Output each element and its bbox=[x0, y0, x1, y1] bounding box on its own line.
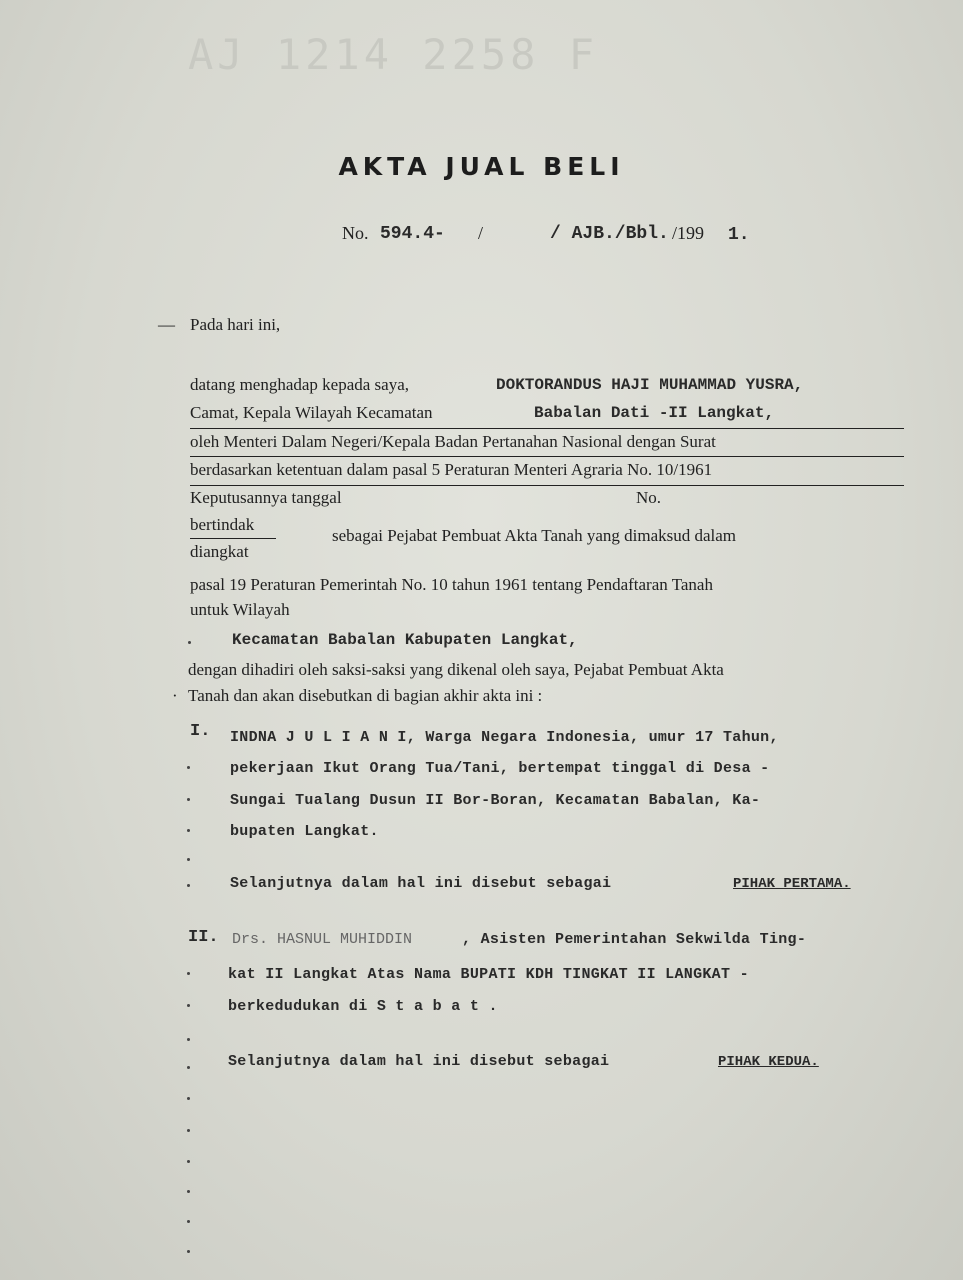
margin-dot bbox=[187, 766, 190, 769]
appear-text: datang menghadap kepada saya, bbox=[190, 375, 410, 394]
rule-2 bbox=[190, 456, 904, 457]
party2-line-2: kat II Langkat Atas Nama BUPATI KDH TINGKAT II LANGKAT - bbox=[228, 966, 749, 983]
witness-line-2: Tanah dan akan disebutkan di bagian akhir akta ini : bbox=[188, 686, 543, 705]
party1-line-2: pekerjaan Ikut Orang Tua/Tani, bertempat tinggal di Desa - bbox=[230, 760, 770, 777]
decision-date-label: Keputusannya tanggal bbox=[190, 488, 342, 507]
intro-text: Pada hari ini, bbox=[190, 315, 281, 334]
number-slash: / bbox=[478, 223, 484, 243]
appointed-label: diangkat bbox=[190, 542, 249, 561]
margin-dot bbox=[187, 1066, 190, 1069]
margin-dot bbox=[188, 641, 191, 644]
margin-dot bbox=[187, 1004, 190, 1007]
acting-label: bertindak bbox=[190, 515, 255, 534]
region-label: untuk Wilayah bbox=[190, 600, 290, 619]
number-year-prefix: /199 bbox=[672, 223, 705, 243]
margin-dot bbox=[187, 798, 190, 801]
document-title: AKTA JUAL BELI bbox=[338, 152, 625, 181]
party1-role: PIHAK PERTAMA. bbox=[733, 876, 851, 892]
perforated-serial: AJ 1214 2258 F bbox=[188, 30, 599, 79]
party1-line-3: Sungai Tualang Dusun II Bor-Boran, Kecamatan Babalan, Ka- bbox=[230, 792, 761, 809]
witness-line: dengan dihadiri oleh saksi-saksi yang dikenal oleh saya, Pejabat Pembuat Akta bbox=[188, 660, 724, 679]
margin-dot bbox=[187, 858, 190, 861]
party2-role: PIHAK KEDUA. bbox=[718, 1054, 819, 1070]
rule-4 bbox=[190, 538, 276, 539]
margin-dot bbox=[187, 1220, 190, 1223]
party2-numeral: II. bbox=[188, 928, 219, 947]
margin-dot bbox=[187, 1097, 190, 1100]
rule-3 bbox=[190, 485, 904, 486]
party1-line-4: bupaten Langkat. bbox=[230, 823, 379, 840]
party1-line-5: Selanjutnya dalam hal ini disebut sebagai bbox=[230, 875, 612, 892]
margin-dot bbox=[187, 829, 190, 832]
margin-dot bbox=[187, 1038, 190, 1041]
official-name: DOKTORANDUS HAJI MUHAMMAD YUSRA, bbox=[496, 376, 804, 394]
rule-1 bbox=[190, 428, 904, 429]
party2-line-3: berkedudukan di S t a b a t . bbox=[228, 998, 498, 1015]
margin-dot bbox=[187, 1129, 190, 1132]
region-typed: Kecamatan Babalan Kabupaten Langkat, bbox=[232, 631, 578, 649]
party1-numeral: I. bbox=[190, 722, 211, 741]
margin-mark: · bbox=[172, 686, 178, 705]
margin-dot bbox=[187, 1250, 190, 1253]
party1-line-1: INDNA J U L I A N I, Warga Negara Indonesia, umur 17 Tahun, bbox=[230, 729, 779, 746]
number-suffix: / AJB./Bbl. bbox=[550, 224, 669, 244]
regulation-line: pasal 19 Peraturan Pemerintah No. 10 tahun 1961 tentang Pendaftaran Tanah bbox=[190, 575, 713, 594]
decision-no-label: No. bbox=[636, 488, 662, 507]
number-year-suffix: 1. bbox=[728, 225, 750, 245]
margin-dot bbox=[187, 1160, 190, 1163]
margin-dot bbox=[187, 884, 190, 887]
party2-line-4: Selanjutnya dalam hal ini disebut sebagai bbox=[228, 1053, 610, 1070]
party2-name: Drs. HASNUL MUHIDDIN bbox=[232, 931, 413, 948]
appointment-line: oleh Menteri Dalam Negeri/Kepala Badan Pertanahan Nasional dengan Surat bbox=[190, 432, 716, 451]
kecamatan-typed: Babalan Dati -II Langkat, bbox=[534, 404, 775, 422]
number-prefix: No. bbox=[342, 223, 369, 243]
intro-dash: — bbox=[158, 315, 175, 334]
camat-text: Camat, Kepala Wilayah Kecamatan bbox=[190, 403, 433, 422]
legal-basis-line: berdasarkan ketentuan dalam pasal 5 Peraturan Menteri Agraria No. 10/1961 bbox=[190, 460, 713, 479]
margin-dot bbox=[187, 972, 190, 975]
acting-text: sebagai Pejabat Pembuat Akta Tanah yang dimaksud dalam bbox=[332, 526, 737, 545]
margin-dot bbox=[187, 1190, 190, 1193]
party2-line-1: , Asisten Pemerintahan Sekwilda Ting- bbox=[462, 931, 807, 948]
number-code: 594.4- bbox=[380, 224, 445, 244]
